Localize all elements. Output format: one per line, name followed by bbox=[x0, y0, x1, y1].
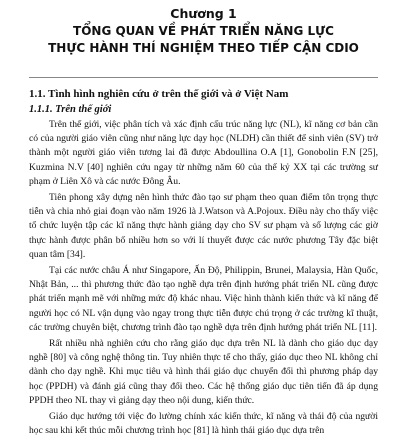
paragraph-1: Trên thế giới, việc phân tích và xác định cấu trúc năng lực (NL), kĩ năng cơ bản cần có của người giáo viên cũng như năng lực dạy học (NLDH) cần thiết để sinh viên (SV) trở thành một người giáo viên tương lai đã được Abdoullina O.A [1], Gonobolin F.N [25], Kuzmina N.V [40] nghiên cứu ngay từ những năm 60 của thế kỷ XX tại các trường sư phạm ở Liên Xô và các nước Đông Âu. bbox=[29, 119, 378, 187]
chapter-title-line-1: TỔNG QUAN VỀ PHÁT TRIỂN NĂNG LỰC bbox=[73, 24, 334, 38]
chapter-title-line-2: THỰC HÀNH THÍ NGHIỆM THEO TIẾP CẬN CDIO bbox=[48, 41, 359, 55]
paragraph-3: Tại các nước châu Á như Singapore, Ấn Độ, Philippin, Brunei, Malaysia, Hàn Quốc, Nhật Bản, ... thì phương thức đào tạo nghề dựa trên định hướng phát triển NL cũng được phát triển mạnh mẽ với những mức độ khác nhau. Việc hình thành kiến thức và kĩ năng để người học có NL vận dụng vào ngay trong thực tiễn được chú trọng ở các trường kĩ thuật, các trường chuyên biệt, chương trình đào tạo nghề dựa trên định hướng phát triển NL [11]. bbox=[29, 265, 378, 333]
subsection-heading: 1.1.1. Trên thế giới bbox=[29, 104, 112, 115]
paragraph-5: Giáo dục hướng tới việc đo lường chính xác kiến thức, kĩ năng và thái độ của người học sau khi kết thúc mỗi chương trình học [81] là hình thái giáo dục dựa trên bbox=[29, 411, 378, 437]
paragraph-2: Tiên phong xây dựng nên hình thức đào tạo sư phạm theo quan điểm tôn trọng thực tiễn và chia nhỏ giai đoạn vào năm 1926 là J.Watson và A.Pojoux. Điều này cho thấy việc tổ chức luyện tập các kĩ năng thực hành giảng dạy cho SV sư phạm và số lượng các giờ thực hành được phân bố nhiều hơn so với lí thuyết được các nước phương Tây đặc biệt quan tâm [34]. bbox=[29, 192, 378, 260]
section-heading: 1.1. Tình hình nghiên cứu ở trên thế giới và ở Việt Nam bbox=[29, 88, 289, 100]
chapter-label: Chương 1 bbox=[170, 6, 237, 21]
heading-divider bbox=[29, 77, 378, 78]
chapter-heading bbox=[29, 6, 378, 57]
paragraph-4: Rất nhiều nhà nghiên cứu cho rằng giáo dục dựa trên NL là dành cho giáo dục dạy nghề [80] và công nghệ thông tin. Tuy nhiên thực tế cho thấy, giáo dục theo NL không chỉ dành cho dạy nghề. Khi mục tiêu và hình thái giáo dục chuyển đổi thì phương pháp dạy học (PPDH) và đánh giá cũng thay đổi theo. Các hệ thống giáo dục tiên tiến đã áp dụng PPDH theo NL thay vì giảng dạy theo nội dung, kiến thức. bbox=[29, 338, 378, 406]
